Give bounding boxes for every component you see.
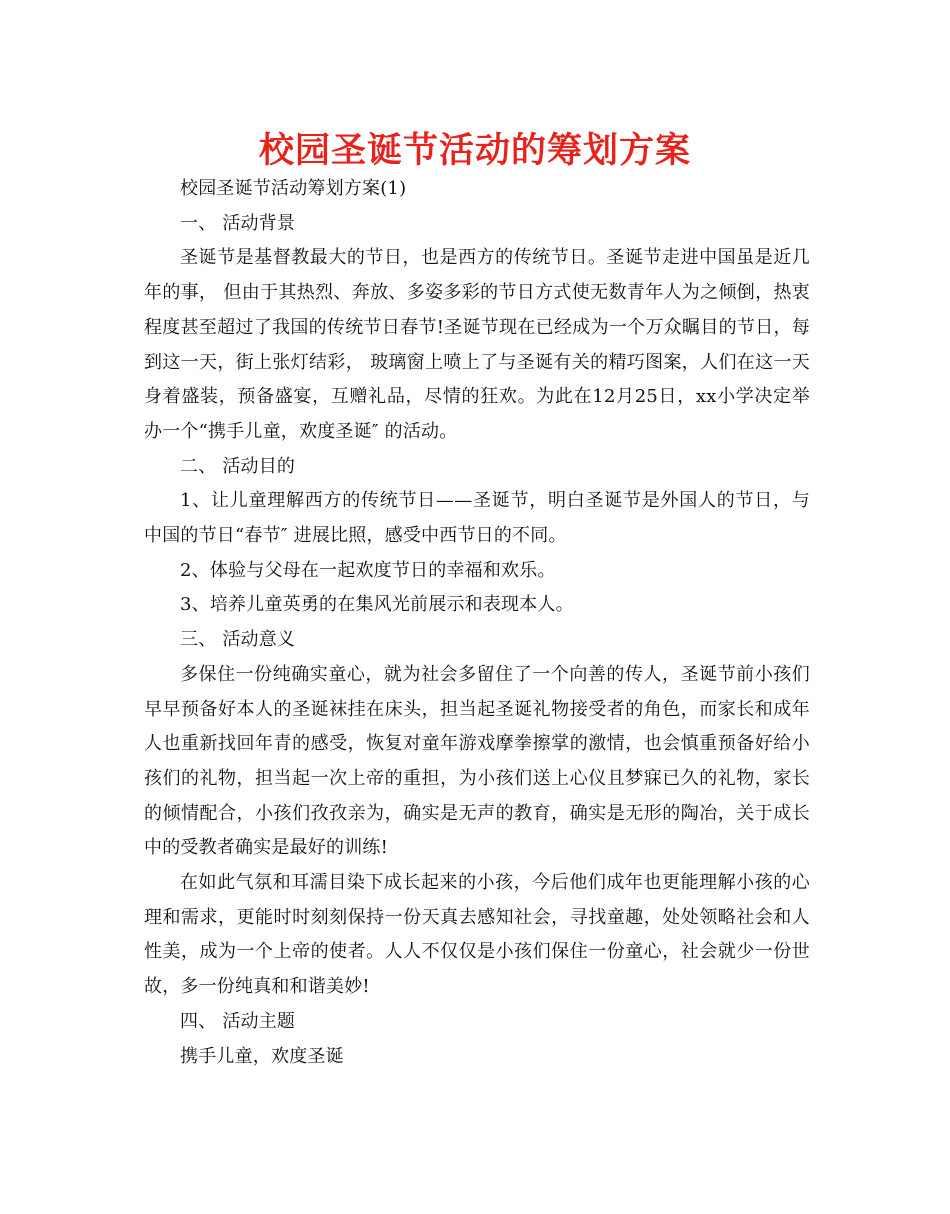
section-heading-purpose: 二、 活动目的 [180,455,296,477]
purpose-item-1: 1、让儿童理解西方的传统节日——圣诞节，明白圣诞节是外国人的节日，与中国的节日“春节″ 进展比照，感受中西节日的不同。 [144,490,810,547]
theme-paragraph: 携手儿童，欢度圣诞 [180,1045,344,1067]
document-title: 校园圣诞节活动的筹划方案 [258,130,691,171]
purpose-item-2: 2、体验与父母在一起欢度节日的幸福和欢乐。 [180,559,556,581]
section-heading-theme: 四、 活动主题 [180,1010,296,1032]
purpose-item-3: 3、培养儿童英勇的在集风光前展示和表现本人。 [180,594,574,616]
significance-paragraph-2: 在如此气氛和耳濡目染下成长起来的小孩，今后他们成年也更能理解小孩的心理和需求，更能时时刻刻保持一份天真去感知社会，寻找童趣，处处领略社会和人性美，成为一个上帝的使者。人人不仅仅是小孩们保住一份童心，社会就少一份世故，多一份纯真和和谐美妙! [144,872,810,998]
background-paragraph: 圣诞节是基督教最大的节日，也是西方的传统节日。圣诞节走进中国虽是近几年的事， 但由于其热烈、奔放、多姿多彩的节日方式使无数青年人为之倾倒，热衷程度甚至超过了我国的传统节日春节!圣诞节现在已经成为一个万众瞩目的节日，每到这一天，街上张灯结彩， 玻璃窗上喷上了与圣诞有关的精巧图案，人们在这一天身着盛装，预备盛宴，互赠礼品，尽情的狂欢。为此在12月25日，xx小学决定举办一个“携手儿童，欢度圣诞″ 的活动。 [144,247,810,442]
section-heading-significance: 三、 活动意义 [180,629,296,651]
significance-paragraph-1: 多保住一份纯确实童心，就为社会多留住了一个向善的传人，圣诞节前小孩们早早预备好本人的圣诞袜挂在床头，担当起圣诞礼物接受者的角色，而家长和成年人也重新找回年青的感受，恢复对童年游戏摩拳擦掌的激情，也会慎重预备好给小孩们的礼物，担当起一次上帝的重担，为小孩们送上心仪且梦寐已久的礼物，家长的倾情配合，小孩们孜孜亲为，确实是无声的教育，确实是无形的陶冶，关于成长中的受教者确实是最好的训练! [144,663,810,859]
document-body [144,172,810,1074]
section-heading-background: 一、 活动背景 [180,212,296,234]
subtitle-paragraph: 校园圣诞节活动筹划方案(1) [180,178,407,199]
